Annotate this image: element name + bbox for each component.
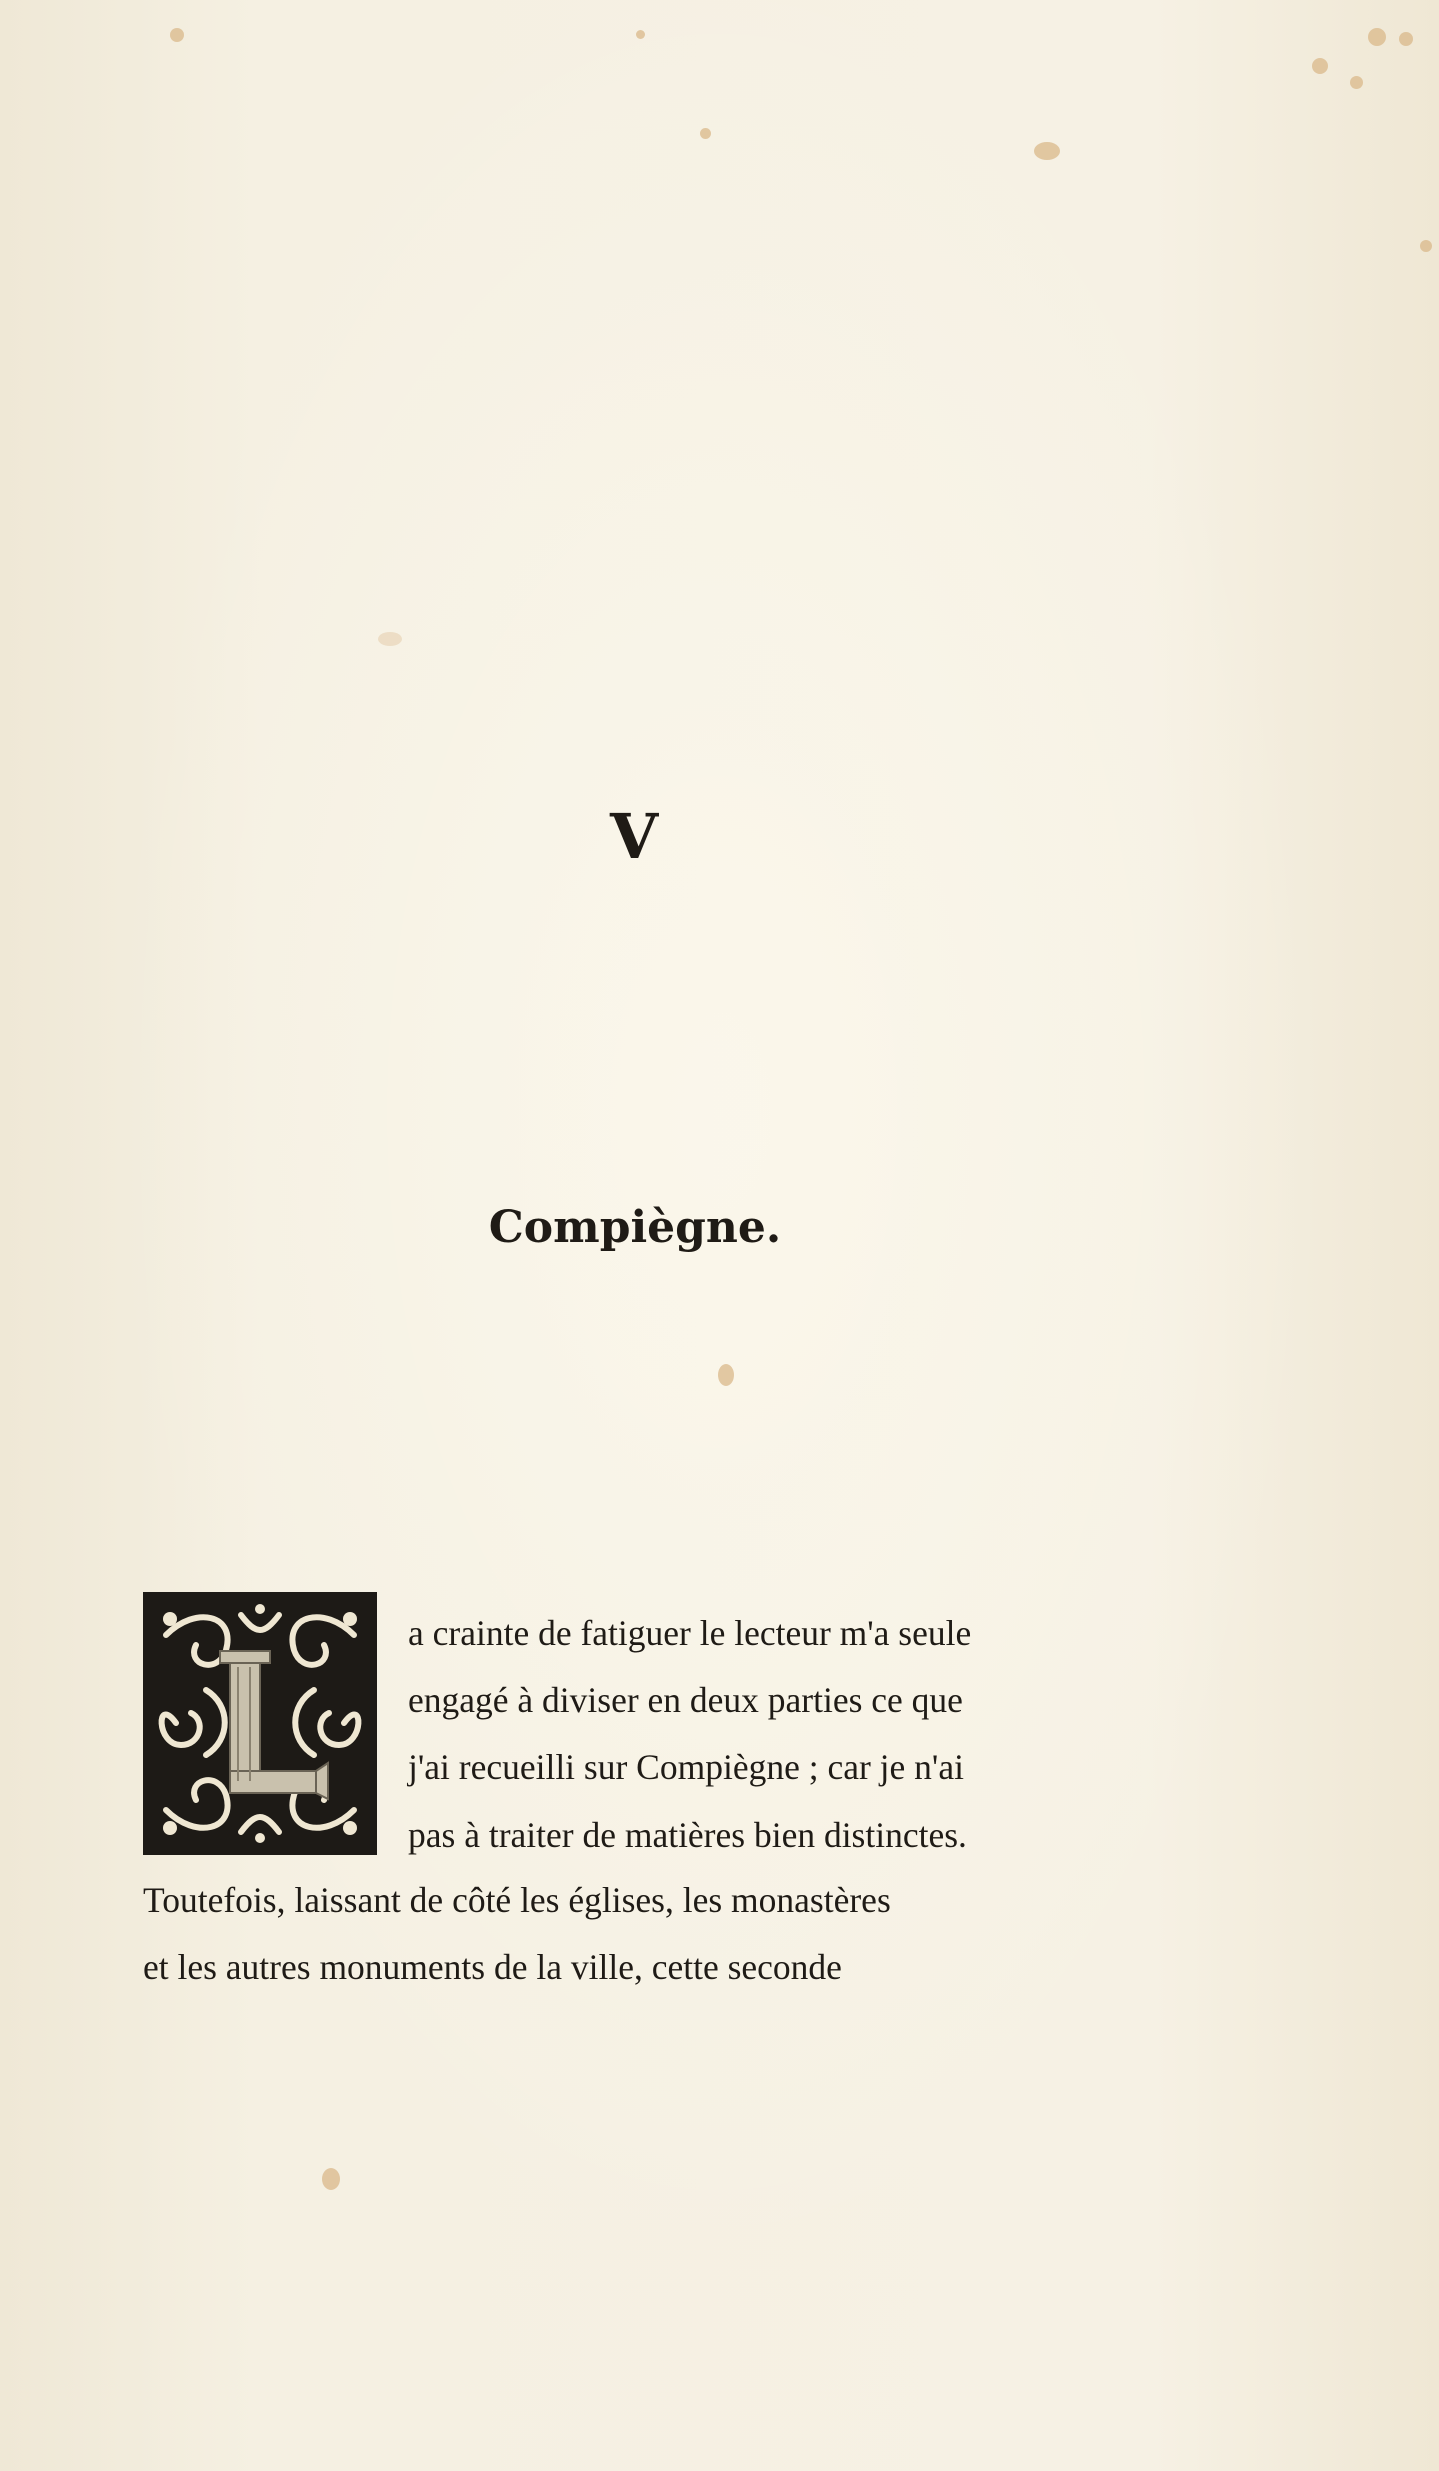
foxing-spot (1034, 142, 1060, 160)
foxing-spot (718, 1364, 734, 1386)
foxing-spot (378, 632, 402, 646)
foxing-spot (1368, 28, 1386, 46)
foxing-spot (170, 28, 184, 42)
foxing-spot (1350, 76, 1363, 89)
body-text-line: Toutefois, laissant de côté les églises, les monastères (143, 1880, 891, 1920)
foxing-spot (1420, 240, 1432, 252)
foxing-spot (700, 128, 711, 139)
drop-cap-letter-l-icon (146, 1595, 374, 1852)
body-text-line: j'ai recueilli sur Compiègne ; car je n'ai (408, 1747, 964, 1787)
body-text-line: a crainte de fatiguer le lecteur m'a seule (408, 1613, 972, 1653)
chapter-title: Compiègne. (488, 1202, 782, 1253)
body-text-line: et les autres monuments de la ville, cette seconde (143, 1947, 842, 1987)
foxing-spot (1312, 58, 1328, 74)
drop-cap-ornament (143, 1592, 377, 1855)
body-text-line: pas à traiter de matières bien distinctes. (408, 1815, 967, 1855)
body-text-line: engagé à diviser en deux parties ce que (408, 1680, 963, 1720)
chapter-number: V (609, 800, 661, 873)
foxing-spot (1399, 32, 1413, 46)
foxing-spot (636, 30, 645, 39)
foxing-spot (322, 2168, 340, 2190)
